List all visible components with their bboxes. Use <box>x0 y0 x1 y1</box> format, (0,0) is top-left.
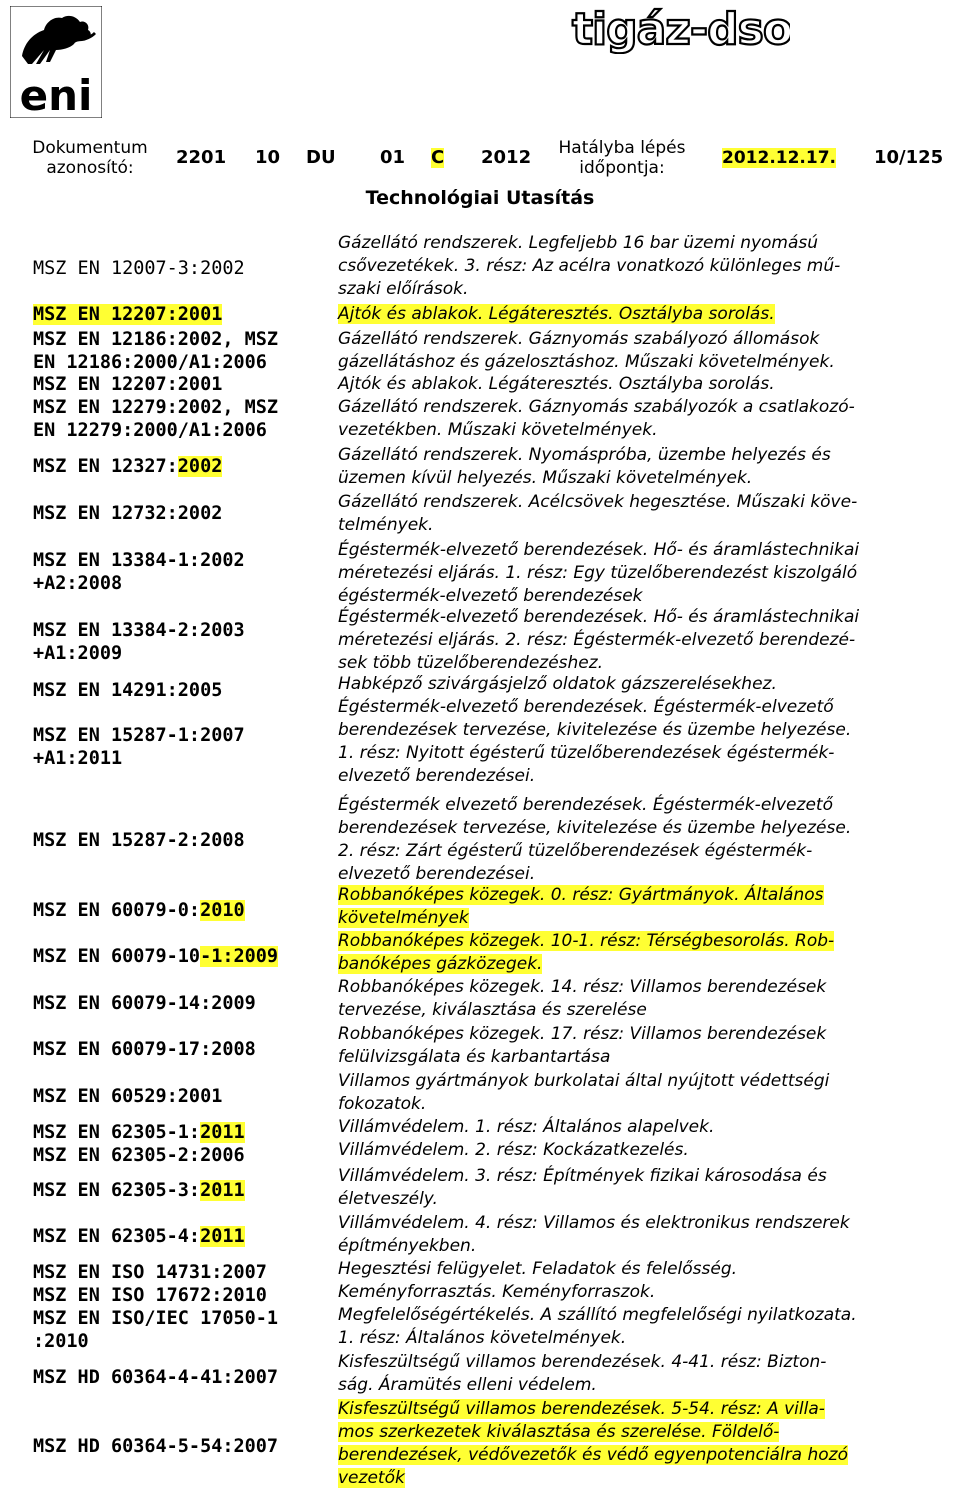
standard-code <box>33 502 323 525</box>
standard-description-text: elvezető berendezései. <box>338 864 536 884</box>
standard-code-highlighted-part: -1:2009 <box>200 946 279 967</box>
standard-code <box>33 328 323 374</box>
standard-code-prefix: MSZ EN 62305-1: <box>33 1122 201 1143</box>
standard-code-line <box>33 945 323 968</box>
standard-description-text: vezetők <box>338 1468 405 1488</box>
standard-description-line <box>338 863 933 886</box>
standard-code-text: MSZ EN ISO 14731:2007 <box>33 1262 267 1283</box>
standard-code <box>33 257 323 280</box>
standard-description-text: Villámvédelem. 4. rész: Villamos és elektronikus rendszerek <box>338 1213 850 1233</box>
standard-description-text: tervezése, kiválasztása és szerelése <box>338 1000 647 1020</box>
standard-code <box>33 829 323 852</box>
standard-description-line <box>338 1351 933 1374</box>
standard-code-text: +A1:2011 <box>33 748 123 769</box>
effective-date-value: 2012.12.17. <box>722 148 837 168</box>
standard-description-line <box>338 1304 933 1327</box>
standard-code <box>33 1144 323 1167</box>
standard-description-line <box>338 1258 933 1281</box>
standard-code-prefix: MSZ EN 12327: <box>33 456 178 477</box>
standard-description <box>338 1304 933 1350</box>
standard-description-text: Robbanóképes közegek. 14. rész: Villamos berendezések <box>338 977 827 997</box>
standard-description-line <box>338 1023 933 1046</box>
standard-code <box>33 1085 323 1108</box>
doc-id-part-1: 2201 <box>176 147 227 168</box>
standard-code-line <box>33 328 323 351</box>
effective-date-label-line1: Hatályba lépés <box>558 138 686 158</box>
standard-description-text: Habképző szivárgásjelző oldatok gázszerelésekhez. <box>338 674 777 694</box>
eni-logo <box>10 6 102 118</box>
standard-code-line <box>33 829 323 852</box>
standard-code-line <box>33 747 323 770</box>
standard-description-text: szaki előírások. <box>338 279 469 299</box>
standard-code-text: MSZ EN 60079-17:2008 <box>33 1039 256 1060</box>
standard-code-prefix: MSZ EN 60079-0: <box>33 900 201 921</box>
standard-description <box>338 1258 933 1281</box>
standard-description-line <box>338 840 933 863</box>
standard-description-text: méretezési eljárás. 2. rész: Égéstermék-elvezető berendezé- <box>338 630 856 650</box>
standard-code-line <box>33 1179 323 1202</box>
standard-code-line <box>33 1225 323 1248</box>
standard-code-text: MSZ EN 13384-1:2002 <box>33 550 245 571</box>
standard-code-line <box>33 572 323 595</box>
standard-description <box>338 976 933 1022</box>
standard-description <box>338 1116 933 1139</box>
standard-description-text: telmények. <box>338 515 434 535</box>
standard-description-text: méretezési eljárás. 1. rész: Egy tüzelőberendezést kiszolgáló <box>338 563 858 583</box>
document-id-label-line1: Dokumentum <box>32 138 148 158</box>
document-subtitle: Technológiai Utasítás <box>365 187 595 209</box>
standard-description-text: Égéstermék-elvezető berendezések. Hő- és áramlástechnikai <box>338 540 860 560</box>
standard-code-text: MSZ EN 60529:2001 <box>33 1086 223 1107</box>
standard-description-text: vezetékben. Műszaki követelmények. <box>338 420 658 440</box>
standard-description-line <box>338 742 933 765</box>
standard-code <box>33 303 323 326</box>
standard-description <box>338 1023 933 1069</box>
tigaz-logo-text: tigáz-dso <box>572 4 790 54</box>
standard-code-text: MSZ EN 12207:2001 <box>33 304 223 325</box>
standard-description-line <box>338 562 933 585</box>
standard-description-line <box>338 328 933 351</box>
standard-description <box>338 1351 933 1397</box>
doc-id-part-4: 01 <box>380 147 406 168</box>
standard-code <box>33 549 323 595</box>
standard-description-line <box>338 1070 933 1093</box>
standard-code <box>33 1179 323 1202</box>
standard-code <box>33 1366 323 1389</box>
standard-description-line <box>338 1467 933 1490</box>
standard-code-line <box>33 1307 323 1330</box>
standard-code-line <box>33 1435 323 1458</box>
standard-description-text: életveszély. <box>338 1189 438 1209</box>
standard-code <box>33 455 323 478</box>
standard-code <box>33 1284 323 1307</box>
standard-code <box>33 373 323 396</box>
standard-code-line <box>33 549 323 572</box>
standard-description <box>338 396 933 442</box>
standard-description-line <box>338 514 933 537</box>
standard-description-text: Villámvédelem. 3. rész: Építmények fizikai károsodása és <box>338 1166 827 1186</box>
standard-code-line <box>33 619 323 642</box>
document-header <box>0 134 960 194</box>
standard-description-line <box>338 1327 933 1350</box>
standard-code-prefix: MSZ EN 62305-3: <box>33 1180 201 1201</box>
standard-code-highlighted-part: 2011 <box>200 1180 245 1201</box>
standard-description-line <box>338 1188 933 1211</box>
standard-description-text: 2. rész: Zárt égésterű tüzelőberendezések égéstermék- <box>338 841 813 861</box>
standard-description-line <box>338 1139 933 1162</box>
standard-code <box>33 1121 323 1144</box>
standard-code <box>33 619 323 665</box>
standard-description-text: fokozatok. <box>338 1094 427 1114</box>
standard-description <box>338 794 933 886</box>
standard-code <box>33 1038 323 1061</box>
standard-description-line <box>338 794 933 817</box>
standard-code-text: EN 12279:2000/A1:2006 <box>33 420 267 441</box>
standard-code <box>33 1261 323 1284</box>
standard-description-text: Gázellátó rendszerek. Acélcsövek hegesztése. Műszaki köve- <box>338 492 858 512</box>
standard-description <box>338 1212 933 1258</box>
standard-code-line <box>33 1330 323 1353</box>
standard-code-text: MSZ EN ISO/IEC 17050-1 <box>33 1308 279 1329</box>
standard-code-line <box>33 1121 323 1144</box>
standard-description-line <box>338 719 933 742</box>
standard-code-line <box>33 992 323 1015</box>
standard-description-text: Kisfeszültségű villamos berendezések. 5-54. rész: A villa- <box>338 1399 825 1419</box>
standard-description-text: Ajtók és ablakok. Légáteresztés. Osztályba sorolás. <box>338 374 775 394</box>
standard-description-line <box>338 652 933 675</box>
standard-code-text: EN 12186:2000/A1:2006 <box>33 352 267 373</box>
standard-description-text: berendezések tervezése, kivitelezése és üzembe helyezése. <box>338 720 852 740</box>
standard-description <box>338 303 933 326</box>
standard-code-text: MSZ EN 13384-2:2003 <box>33 620 245 641</box>
standard-description-line <box>338 817 933 840</box>
standard-description <box>338 696 933 788</box>
document-id-label-line2: azonosító: <box>46 158 134 178</box>
standard-description <box>338 1070 933 1116</box>
standard-description-line <box>338 1374 933 1397</box>
standard-description-line <box>338 419 933 442</box>
standard-description-text: Keményforrasztás. Keményforraszok. <box>338 1282 656 1302</box>
standard-description-text: égéstermék-elvezető berendezések <box>338 586 643 606</box>
standard-description-line <box>338 1421 933 1444</box>
standard-description-text: üzemen kívül helyezés. Műszaki követelmények. <box>338 468 753 488</box>
standard-code-line <box>33 303 323 326</box>
standard-code-line <box>33 1261 323 1284</box>
standard-code-text: MSZ EN ISO 17672:2010 <box>33 1285 267 1306</box>
standard-code-text: MSZ EN 12007-3:2002 <box>33 258 245 279</box>
doc-id-part-6: 2012 <box>481 147 532 168</box>
standard-code <box>33 1307 323 1353</box>
effective-date-label-line2: időpontja: <box>579 158 665 178</box>
standard-description-line <box>338 278 933 301</box>
standard-description-line <box>338 1116 933 1139</box>
standard-description-text: Gázellátó rendszerek. Legfeljebb 16 bar üzemi nyomású <box>338 233 819 253</box>
standard-description <box>338 1165 933 1211</box>
standard-description-text: Robbanóképes közegek. 10-1. rész: Térségbesorolás. Rob- <box>338 931 835 951</box>
standard-description-line <box>338 303 933 326</box>
standard-description-line <box>338 491 933 514</box>
standard-description-text: követelmények <box>338 908 469 928</box>
standard-code-line <box>33 642 323 665</box>
standard-description-text: 1. rész: Általános követelmények. <box>338 1328 627 1348</box>
standard-description-text: Robbanóképes közegek. 17. rész: Villamos berendezések <box>338 1024 827 1044</box>
standard-code-line <box>33 396 323 419</box>
standard-description-line <box>338 1212 933 1235</box>
standard-code-line <box>33 419 323 442</box>
standard-code-line <box>33 1085 323 1108</box>
standard-description-line <box>338 232 933 255</box>
standard-code-text: MSZ EN 15287-1:2007 <box>33 725 245 746</box>
standard-description-line <box>338 467 933 490</box>
standard-description-line <box>338 351 933 374</box>
standard-description <box>338 232 933 301</box>
standard-description-line <box>338 953 933 976</box>
standard-code-line <box>33 455 323 478</box>
standard-code-line <box>33 373 323 396</box>
standard-description <box>338 373 933 396</box>
standard-description-text: Villámvédelem. 1. rész: Általános alapelvek. <box>338 1117 715 1137</box>
standard-code <box>33 679 323 702</box>
standard-code-line <box>33 257 323 280</box>
standard-code-text: MSZ EN 60079-14:2009 <box>33 993 256 1014</box>
standard-code-line <box>33 1144 323 1167</box>
standard-description-text: berendezések, védővezetők és védő egyenpotenciálra hozó <box>338 1445 848 1465</box>
standard-code-text: MSZ EN 62305-2:2006 <box>33 1145 245 1166</box>
standard-code <box>33 724 323 770</box>
standard-code-line <box>33 679 323 702</box>
standard-description-text: Hegesztési felügyelet. Feladatok és felelősség. <box>338 1259 738 1279</box>
standard-code-highlighted-part: 2002 <box>177 456 223 477</box>
standard-description-line <box>338 1046 933 1069</box>
standard-code-highlighted-part: 2011 <box>200 1226 245 1247</box>
standard-code-text: +A2:2008 <box>33 573 123 594</box>
standard-description-text: berendezések tervezése, kivitelezése és üzembe helyezése. <box>338 818 852 838</box>
standard-code-line <box>33 1284 323 1307</box>
effective-date <box>722 148 836 168</box>
standard-description-line <box>338 629 933 652</box>
standard-description-line <box>338 1093 933 1116</box>
standard-code <box>33 992 323 1015</box>
standard-code-text: :2010 <box>33 1331 89 1352</box>
eni-logo-text: eni <box>19 71 93 118</box>
standard-description-text: Ajtók és ablakok. Légáteresztés. Osztályba sorolás. <box>338 304 775 324</box>
standard-description-text: sek több tüzelőberendezéshez. <box>338 653 604 673</box>
standard-description-text: Gázellátó rendszerek. Nyomáspróba, üzembe helyezés és <box>338 445 831 465</box>
standard-description-text: Égéstermék-elvezető berendezések. Hő- és áramlástechnikai <box>338 607 860 627</box>
standard-description <box>338 930 933 976</box>
standard-description <box>338 444 933 490</box>
standard-description <box>338 1398 933 1490</box>
standard-description-line <box>338 373 933 396</box>
standard-description <box>338 606 933 675</box>
document-id-label <box>20 138 160 178</box>
page-number: 10/125 <box>874 147 944 168</box>
standard-code-line <box>33 1038 323 1061</box>
standard-description-text: felülvizsgálata és karbantartása <box>338 1047 611 1067</box>
standard-code-line <box>33 899 323 922</box>
standard-description-text: Égéstermék elvezető berendezések. Égéstermék-elvezető <box>338 795 833 815</box>
standard-code-line <box>33 724 323 747</box>
standard-code <box>33 945 323 968</box>
standard-code <box>33 1225 323 1248</box>
standard-description-line <box>338 585 933 608</box>
standard-code-prefix: MSZ EN 62305-4: <box>33 1226 201 1247</box>
standard-code-highlighted-part: 2010 <box>200 900 245 921</box>
standard-code-line <box>33 502 323 525</box>
standard-description-text: ság. Áramütés elleni védelem. <box>338 1375 597 1395</box>
standard-description-line <box>338 999 933 1022</box>
standard-description-text: 1. rész: Nyitott égésterű tüzelőberendezések égéstermék- <box>338 743 835 763</box>
tigaz-dso-logo <box>570 2 790 54</box>
standard-description-text: Villámvédelem. 2. rész: Kockázatkezelés. <box>338 1140 689 1160</box>
standard-description-text: elvezető berendezései. <box>338 766 536 786</box>
standard-description-line <box>338 255 933 278</box>
standard-description <box>338 1139 933 1162</box>
standard-description-line <box>338 673 933 696</box>
standard-description <box>338 328 933 374</box>
standard-code <box>33 396 323 442</box>
standard-description-line <box>338 539 933 562</box>
doc-id-part-2: 10 <box>255 147 281 168</box>
standard-code-text: +A1:2009 <box>33 643 123 664</box>
standard-description-line <box>338 606 933 629</box>
standard-description-line <box>338 976 933 999</box>
standard-description-line <box>338 765 933 788</box>
standard-code <box>33 899 323 922</box>
standard-code-text: MSZ EN 12207:2001 <box>33 374 223 395</box>
standard-description <box>338 884 933 930</box>
standard-description-line <box>338 1281 933 1304</box>
doc-id-part-3: DU <box>306 147 336 168</box>
standard-description-text: mos szerkezetek kiválasztása és szerelése. Földelő- <box>338 1422 780 1442</box>
standard-description-line <box>338 1235 933 1258</box>
standard-description-text: építményekben. <box>338 1236 477 1256</box>
standard-description <box>338 1281 933 1304</box>
standard-code-line <box>33 351 323 374</box>
standard-description-line <box>338 930 933 953</box>
standard-description-line <box>338 396 933 419</box>
standard-code-prefix: MSZ EN 60079-10 <box>33 946 201 967</box>
standard-description <box>338 491 933 537</box>
standard-description-text: Gázellátó rendszerek. Gáznyomás szabályozók a csatlakozó- <box>338 397 855 417</box>
standard-code-text: MSZ HD 60364-5-54:2007 <box>33 1436 279 1457</box>
standard-code-text: MSZ EN 14291:2005 <box>33 680 223 701</box>
standard-code-text: MSZ EN 15287-2:2008 <box>33 830 245 851</box>
standard-code-text: MSZ EN 12186:2002, MSZ <box>33 329 279 350</box>
standard-description-text: Égéstermék-elvezető berendezések. Égéstermék-elvezető <box>338 697 834 717</box>
standard-description-text: Gázellátó rendszerek. Gáznyomás szabályozó állomások <box>338 329 820 349</box>
effective-date-label <box>552 138 692 178</box>
standard-description-text: Villamos gyártmányok burkolatai által nyújtott védettségi <box>338 1071 830 1091</box>
standard-description-line <box>338 1398 933 1421</box>
standard-description-text: banóképes gázközegek. <box>338 954 543 974</box>
eni-six-legged-dog-icon <box>10 6 102 118</box>
standard-description-line <box>338 907 933 930</box>
doc-id-part-5: C <box>431 147 445 168</box>
standard-description-line <box>338 444 933 467</box>
standard-description-text: Kisfeszültségű villamos berendezések. 4-41. rész: Bizton- <box>338 1352 827 1372</box>
standard-description-text: gázellátáshoz és gázelosztáshoz. Műszaki követelmények. <box>338 352 835 372</box>
standard-code-line <box>33 1366 323 1389</box>
standard-code-text: MSZ HD 60364-4-41:2007 <box>33 1367 279 1388</box>
standard-description-line <box>338 1444 933 1467</box>
standard-description <box>338 539 933 608</box>
standard-description <box>338 673 933 696</box>
standard-code-highlighted-part: 2011 <box>200 1122 245 1143</box>
standard-description-line <box>338 1165 933 1188</box>
standard-description-text: csővezetékek. 3. rész: Az acélra vonatkozó különleges mű- <box>338 256 841 276</box>
standard-code <box>33 1435 323 1458</box>
standard-description-line <box>338 696 933 719</box>
standard-description-text: Robbanóképes közegek. 0. rész: Gyártmányok. Általános <box>338 885 824 905</box>
standard-description-line <box>338 884 933 907</box>
standard-code-text: MSZ EN 12732:2002 <box>33 503 223 524</box>
standard-description-text: Megfelelőségértékelés. A szállító megfelelőségi nyilatkozata. <box>338 1305 857 1325</box>
standard-code-text: MSZ EN 12279:2002, MSZ <box>33 397 279 418</box>
